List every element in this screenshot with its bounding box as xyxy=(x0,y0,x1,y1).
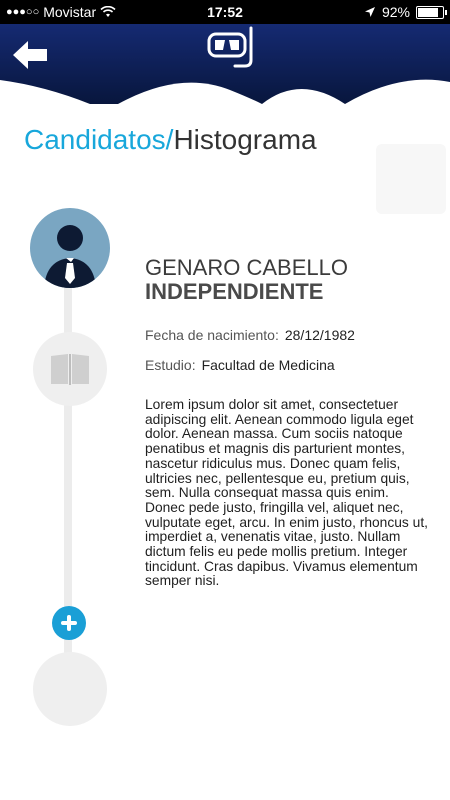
breadcrumb-current: Histograma xyxy=(173,124,317,155)
faint-placeholder-box xyxy=(376,144,446,214)
candidate-bio: Lorem ipsum dolor sit amet, consectetuer adipiscing elit. Aenean commodo ligula eget dolor. Aenean massa. Cum sociis natoque penatibus et magnis dis parturient montes, nascetur ridiculus mus. Donec quam felis, ultricies nec, pellentesque eu, pretium quis, sem. Nulla consequat massa quis enim. Donec pede justo, fringilla vel, aliquet nec, vulputate eget, arcu. In enim justo, rhoncus ut, imperdiet a, venenatis vitae, justo. Nullam dictum felis eu pede mollis pretium. Integer tincidunt. Cras dapibus. Vivamus elementum semper nisi. xyxy=(145,397,428,589)
battery-fill xyxy=(418,8,438,17)
study-label: Estudio: xyxy=(145,357,196,373)
empty-timeline-node xyxy=(33,652,107,726)
candidate-party: INDEPENDIENTE xyxy=(145,279,324,304)
signal-dots-icon: ●●●○○ xyxy=(6,6,40,18)
plus-icon[interactable] xyxy=(52,606,86,640)
battery-icon xyxy=(416,6,444,19)
avatar-silhouette xyxy=(30,208,110,288)
status-bar xyxy=(0,0,450,24)
location-arrow-icon xyxy=(364,6,376,18)
study-value: Facultad de Medicina xyxy=(201,357,335,373)
open-book-icon xyxy=(49,352,91,386)
birth-value: 28/12/1982 xyxy=(284,327,355,343)
clock: 17:52 xyxy=(207,4,243,20)
breadcrumb-separator: / xyxy=(165,124,174,155)
app-header xyxy=(0,24,450,104)
battery-percent: 92% xyxy=(381,4,410,20)
header-scallops xyxy=(0,64,450,104)
person-avatar-icon xyxy=(30,208,110,288)
candidate-name: GENARO CABELLO xyxy=(145,255,348,280)
breadcrumb-candidatos[interactable]: Candidatos xyxy=(24,124,166,155)
birth-label: Fecha de nacimiento: xyxy=(145,327,279,343)
status-right xyxy=(364,4,444,20)
carrier-name: Movistar xyxy=(43,4,97,20)
study-field xyxy=(145,357,335,373)
breadcrumb xyxy=(24,124,317,156)
birth-field xyxy=(145,327,355,343)
study-node xyxy=(33,332,107,406)
